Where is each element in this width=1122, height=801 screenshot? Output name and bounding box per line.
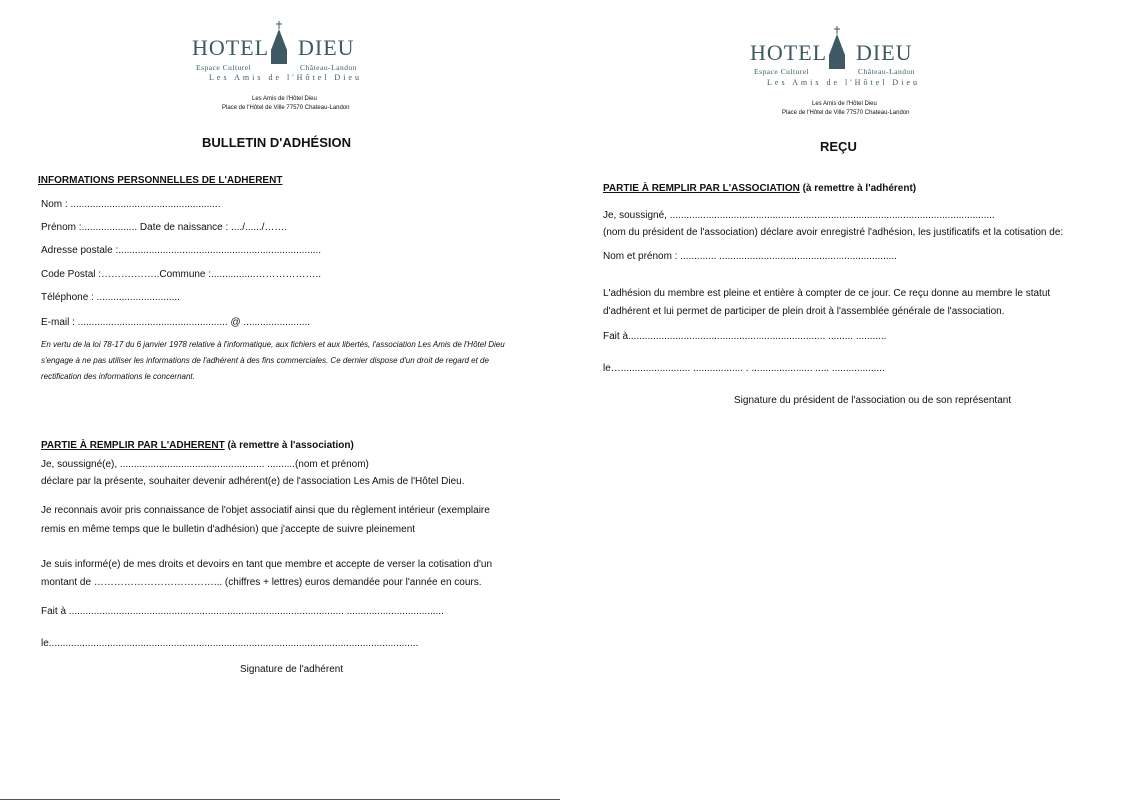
logo-tagline: Les Amis de l'Hôtel Dieu — [209, 73, 362, 82]
chapel-icon-right — [823, 25, 851, 70]
line-informe-2: montant de ………………………………... (chiffres + lettres) euros demandée pour l'année en cours. — [41, 577, 482, 588]
page-title-recu: REÇU — [820, 139, 857, 154]
logo-word-hotel-right: HOTEL — [750, 40, 828, 65]
address-line-1-right: Les Amis de l'Hôtel Dieu — [812, 101, 877, 107]
line-fait-a: Fait à ................................................................................................... ................................... — [41, 606, 444, 617]
field-telephone: Téléphone : .............................. — [41, 292, 180, 303]
recu-line-president: (nom du président de l'association) déclare avoir enregistré l'adhésion, les justificatifs et la cotisation de: — [603, 227, 1064, 238]
field-adresse: Adresse postale :......................................................................... — [41, 245, 322, 256]
line-informe-1: Je suis informé(e) de mes droits et devoirs en tant que membre et accepte de verser la cotisation d'un — [41, 559, 493, 570]
logo-sub-left-right: Espace Culturel — [754, 67, 810, 76]
recu-line-pleine-2: d'adhérent et lui permet de participer de plein droit à l'assemblée générale de l'association. — [603, 306, 1005, 317]
legal-notice: En vertu de la loi 78-17 du 6 janvier 1978 relative à l'informatique, aux fichiers et aux libertés, l'association Les Amis de l'Hôtel Dieu s'engage à ne pas utiliser les informations de l'adhérent à des fins commerciales. Ce dernier dispose d'un droit de regard et de rectification des informations le concernant. — [41, 340, 505, 381]
logo-sub-right-right: Château-Landon — [858, 67, 915, 76]
section-association-title-main: PARTIE À REMPLIR PAR L'ASSOCIATION — [603, 183, 800, 194]
recu-line-pleine-1: L'adhésion du membre est pleine et entière à compter de ce jour. Ce reçu donne au membre le statut — [603, 288, 1051, 299]
signature-adherent: Signature de l'adhérent — [240, 664, 344, 675]
recu-line-nom-prenom: Nom et prénom : ............. ................................................................ — [603, 251, 897, 262]
page-divider — [0, 799, 560, 800]
recu-line-fait-a: Fait à....................................................................... ......... ........... — [603, 331, 887, 342]
chapel-icon — [265, 20, 293, 65]
line-reconnais-1: Je reconnais avoir pris connaissance de l'objet associatif ainsi que du règlement intérieur (exemplaire — [41, 505, 490, 516]
logo-word-dieu: DIEU — [298, 35, 355, 60]
logo-sub-right: Château-Landon — [300, 63, 357, 72]
line-le: le..................................................................................................................................... — [41, 638, 419, 649]
recu-line-soussigne: Je, soussigné, ..................................................................................................................... — [603, 210, 995, 221]
logo-sub-left: Espace Culturel — [196, 63, 252, 72]
signature-president: Signature du président de l'association ou de son représentant — [734, 395, 1012, 406]
section-adherent-title-suffix: (à remettre à l'association) — [224, 440, 354, 451]
section-association-title-suffix: (à remettre à l'adhérent) — [799, 183, 917, 194]
field-code-postal-commune: Code Postal :……….……..Commune :................……………….. — [41, 269, 322, 280]
logo-tagline-right: Les Amis de l'Hôtel Dieu — [767, 78, 920, 87]
logo-word-hotel: HOTEL — [192, 35, 270, 60]
address-line-1: Les Amis de l'Hôtel Dieu — [252, 96, 317, 102]
line-reconnais-2: remis en même temps que le bulletin d'adhésion) que j'accepte de suivre pleinement — [41, 524, 416, 535]
section-adherent-title-main: PARTIE À REMPLIR PAR L'ADHERENT — [41, 440, 225, 451]
recu-line-le: le…......................... .................. . ...................... ..... ................... — [603, 363, 885, 374]
section-association-title — [603, 178, 916, 196]
section-personal-info-title: INFORMATIONS PERSONNELLES DE L'ADHERENT — [38, 175, 283, 186]
address-line-2-right: Place de l'Hôtel de Ville 77570 Chateau-Landon — [782, 110, 910, 116]
logo-word-dieu-right: DIEU — [856, 40, 913, 65]
field-nom: Nom : ...................................................... — [41, 199, 221, 210]
field-email: E-mail : ...................................................... @ ........................ — [41, 317, 311, 328]
line-soussigne: Je, soussigné(e), .................................................... ..........(nom et prénom) — [41, 459, 369, 470]
line-declare: déclare par la présente, souhaiter devenir adhérent(e) de l'association Les Amis de l'Hôtel Dieu. — [41, 476, 465, 487]
field-prenom-date: Prénom :.................... Date de naissance : ..../....../……. — [41, 222, 288, 233]
page-title-bulletin: BULLETIN D'ADHÉSION — [202, 135, 351, 150]
section-adherent-title — [41, 435, 354, 453]
address-line-2: Place de l'Hôtel de Ville 77570 Chateau-Landon — [222, 105, 350, 111]
